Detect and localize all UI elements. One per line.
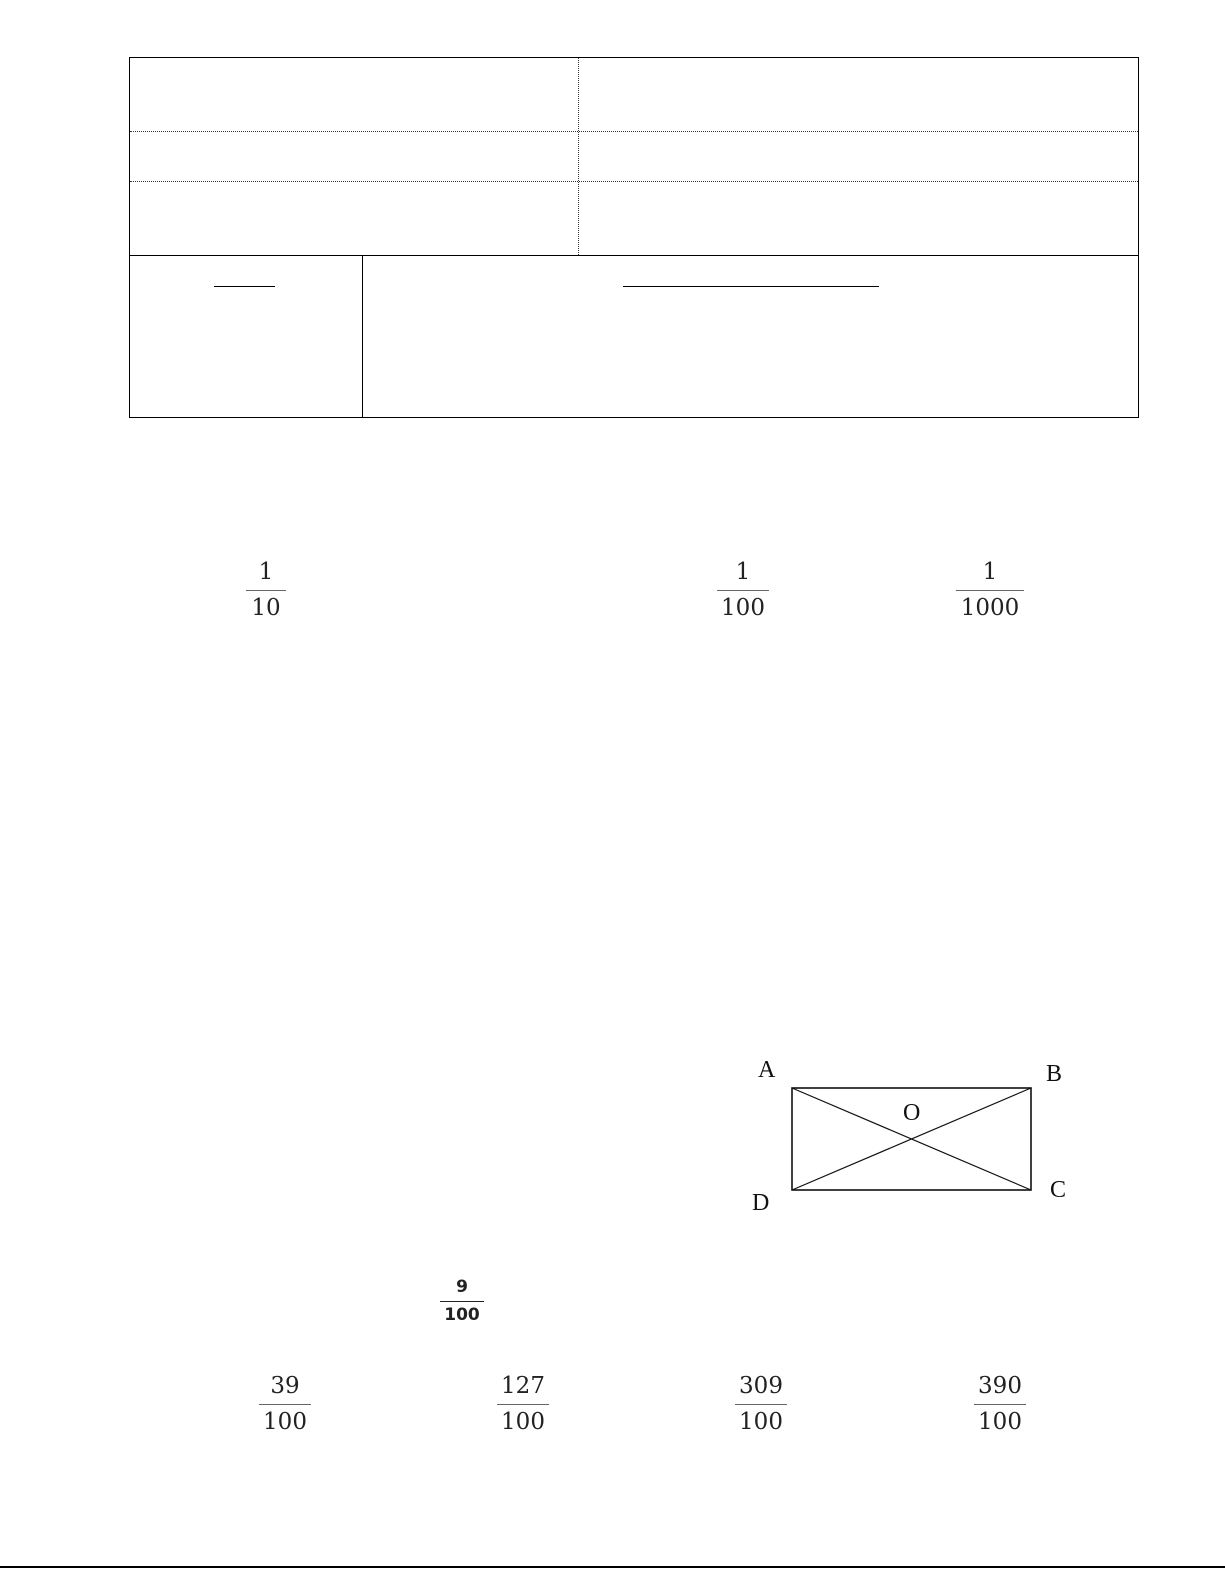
fraction-9-over-100: [440, 1277, 484, 1325]
fraction-numerator: 39: [270, 1373, 300, 1399]
fraction-1-over-10: [246, 558, 286, 622]
fraction-127-over-100: [497, 1372, 549, 1436]
fraction-denominator: 100: [501, 1409, 545, 1435]
fraction-1-over-1000: [956, 558, 1024, 622]
fraction-bar: [735, 1404, 787, 1405]
header-row-divider-1: [130, 131, 1138, 132]
fraction-denominator: 100: [444, 1305, 480, 1325]
fraction-bar: [974, 1404, 1026, 1405]
fraction-denominator: 100: [721, 595, 765, 621]
page-bottom-rule: [0, 1566, 1225, 1568]
fraction-numerator: 1: [735, 559, 751, 585]
fraction-bar: [259, 1404, 311, 1405]
fraction-denominator: 1000: [960, 595, 1020, 621]
header-row-divider-2: [130, 181, 1138, 182]
header-table: [129, 57, 1139, 418]
vertex-label-b: B: [1046, 1061, 1063, 1087]
header-lower-column-divider: [362, 255, 363, 417]
center-label-o: O: [903, 1100, 921, 1126]
header-column-divider: [578, 58, 579, 255]
vertex-label-d: D: [752, 1190, 770, 1216]
fraction-bar: [717, 590, 769, 591]
fraction-bar: [497, 1404, 549, 1405]
fraction-309-over-100: [735, 1372, 787, 1436]
header-section-divider: [130, 255, 1138, 256]
rectangle-diagonals-figure: [740, 1050, 1080, 1230]
fraction-denominator: 100: [978, 1409, 1022, 1435]
fraction-39-over-100: [259, 1372, 311, 1436]
vertex-label-a: A: [758, 1057, 776, 1083]
fraction-numerator: 1: [258, 559, 274, 585]
vertex-label-c: C: [1050, 1177, 1067, 1203]
fraction-denominator: 100: [263, 1409, 307, 1435]
fraction-numerator: 309: [739, 1373, 783, 1399]
fraction-bar: [246, 590, 286, 591]
fraction-bar: [956, 590, 1024, 591]
fraction-denominator: 10: [251, 595, 281, 621]
left-cell-underline: [214, 286, 275, 287]
fraction-390-over-100: [974, 1372, 1026, 1436]
right-cell-underline: [623, 286, 879, 287]
fraction-bar: [440, 1301, 484, 1302]
fraction-1-over-100: [717, 558, 769, 622]
fraction-denominator: 100: [739, 1409, 783, 1435]
fraction-numerator: 1: [982, 559, 998, 585]
fraction-numerator: 127: [501, 1373, 545, 1399]
fraction-numerator: 390: [978, 1373, 1022, 1399]
fraction-numerator: 9: [456, 1277, 468, 1297]
